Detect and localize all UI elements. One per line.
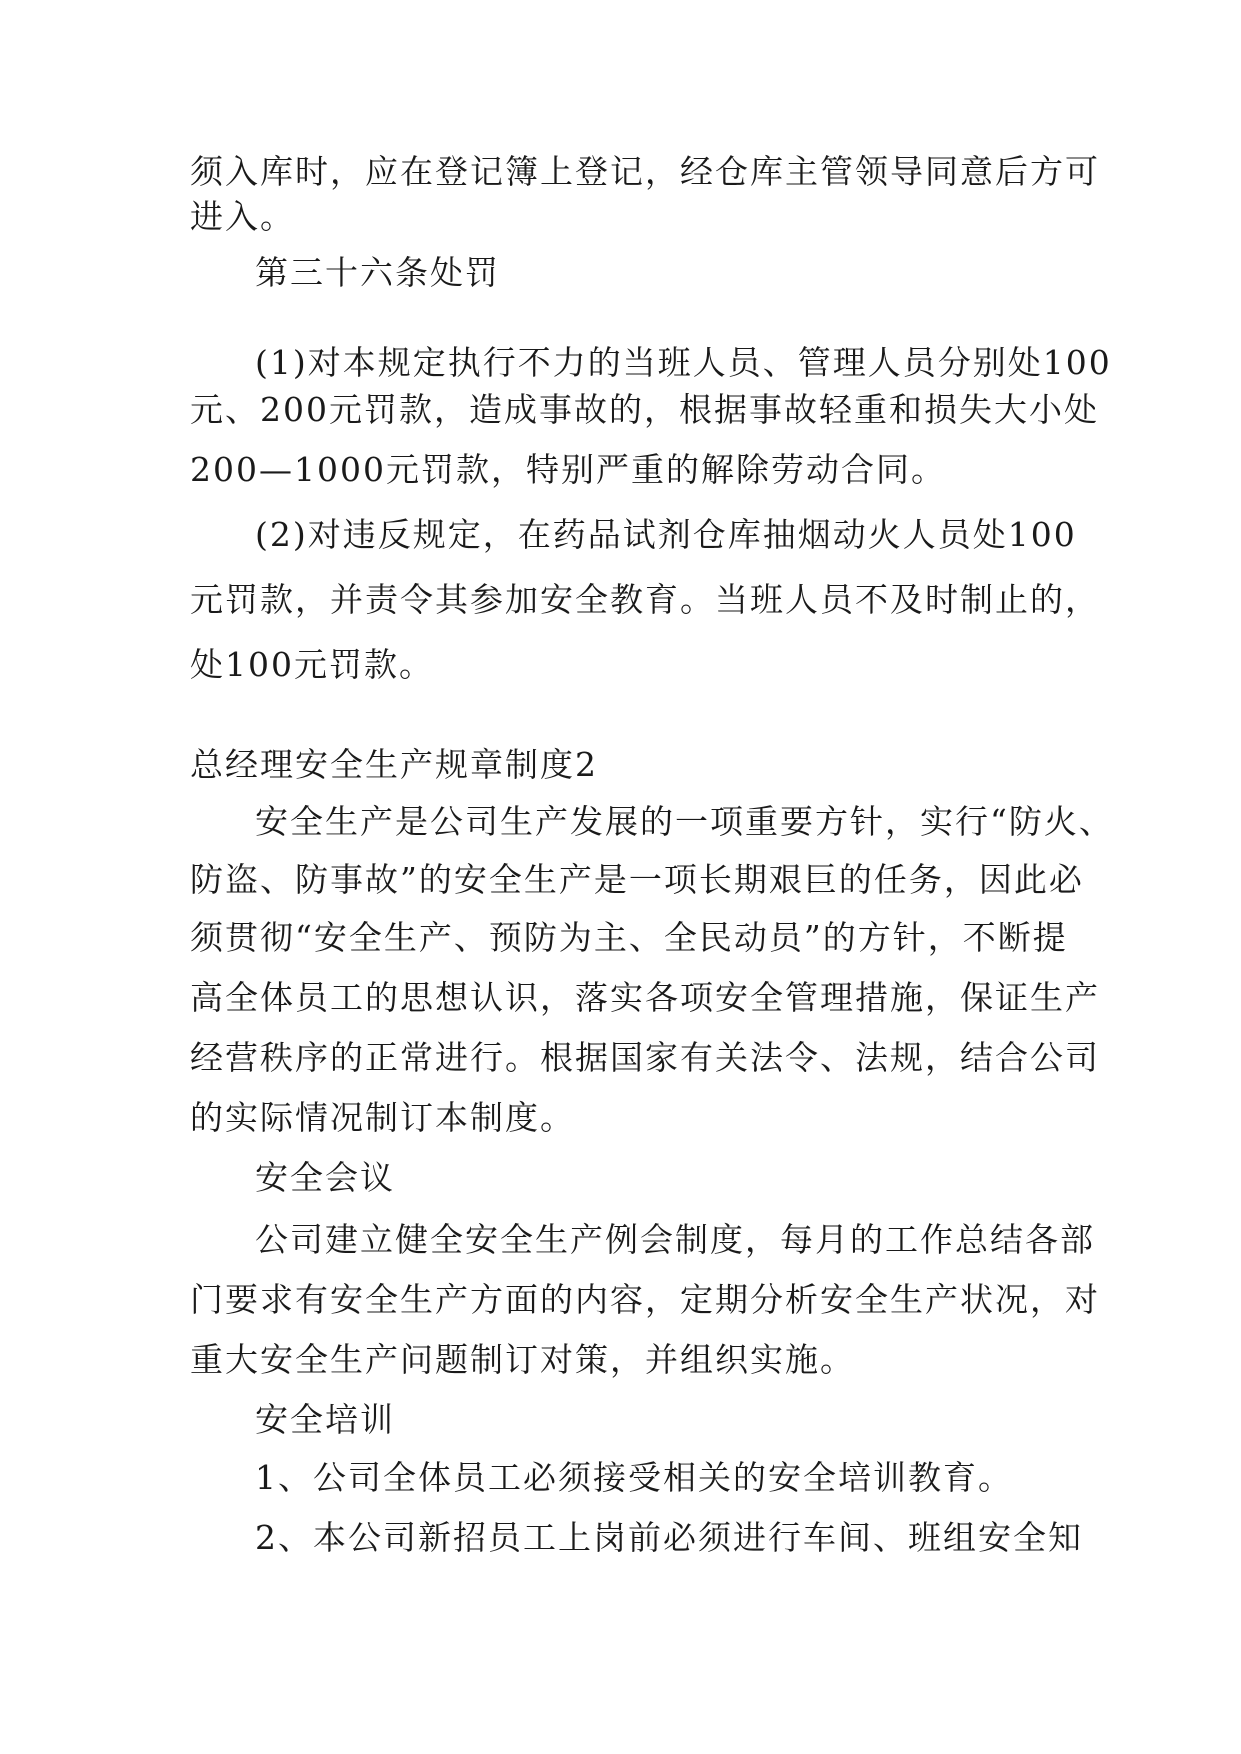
text-line: 200—1000元罚款，特别严重的解除劳动合同。 (190, 450, 946, 489)
section-heading: 第三十六条处罚 (255, 253, 500, 292)
document-title: 总经理安全生产规章制度2 (190, 745, 598, 784)
text-line: 防盗、防事故”的安全生产是一项长期艰巨的任务，因此必 (190, 860, 1084, 899)
list-item: 1、公司全体员工必须接受相关的安全培训教育。 (255, 1458, 1013, 1497)
text-line: 须入库时，应在登记簿上登记，经仓库主管领导同意后方可 (190, 152, 1100, 191)
text-line: 元罚款，并责令其参加安全教育。当班人员不及时制止的， (190, 580, 1100, 619)
section-heading: 安全会议 (255, 1158, 395, 1197)
list-item: 2、本公司新招员工上岗前必须进行车间、班组安全知 (255, 1518, 1083, 1557)
section-heading: 安全培训 (255, 1400, 395, 1439)
text-line: (1)对本规定执行不力的当班人员、管理人员分别处100 (255, 343, 1112, 382)
text-line: 须贯彻“安全生产、预防为主、全民动员”的方针，不断提 (190, 918, 1068, 957)
text-line: (2)对违反规定，在药品试剂仓库抽烟动火人员处100 (255, 515, 1077, 554)
text-line: 公司建立健全安全生产例会制度，每月的工作总结各部 (255, 1220, 1095, 1259)
text-line: 门要求有安全生产方面的内容，定期分析安全生产状况，对 (190, 1280, 1100, 1319)
text-line: 高全体员工的思想认识，落实各项安全管理措施，保证生产 (190, 978, 1100, 1017)
text-line: 处100元罚款。 (190, 645, 434, 684)
text-line: 重大安全生产问题制订对策，并组织实施。 (190, 1340, 855, 1379)
text-line: 的实际情况制订本制度。 (190, 1098, 575, 1137)
text-line: 经营秩序的正常进行。根据国家有关法令、法规，结合公司 (190, 1038, 1100, 1077)
text-line: 安全生产是公司生产发展的一项重要方针，实行“防火、 (255, 802, 1114, 841)
text-line: 元、200元罚款，造成事故的，根据事故轻重和损失大小处 (190, 390, 1099, 429)
text-line: 进入。 (190, 197, 295, 236)
